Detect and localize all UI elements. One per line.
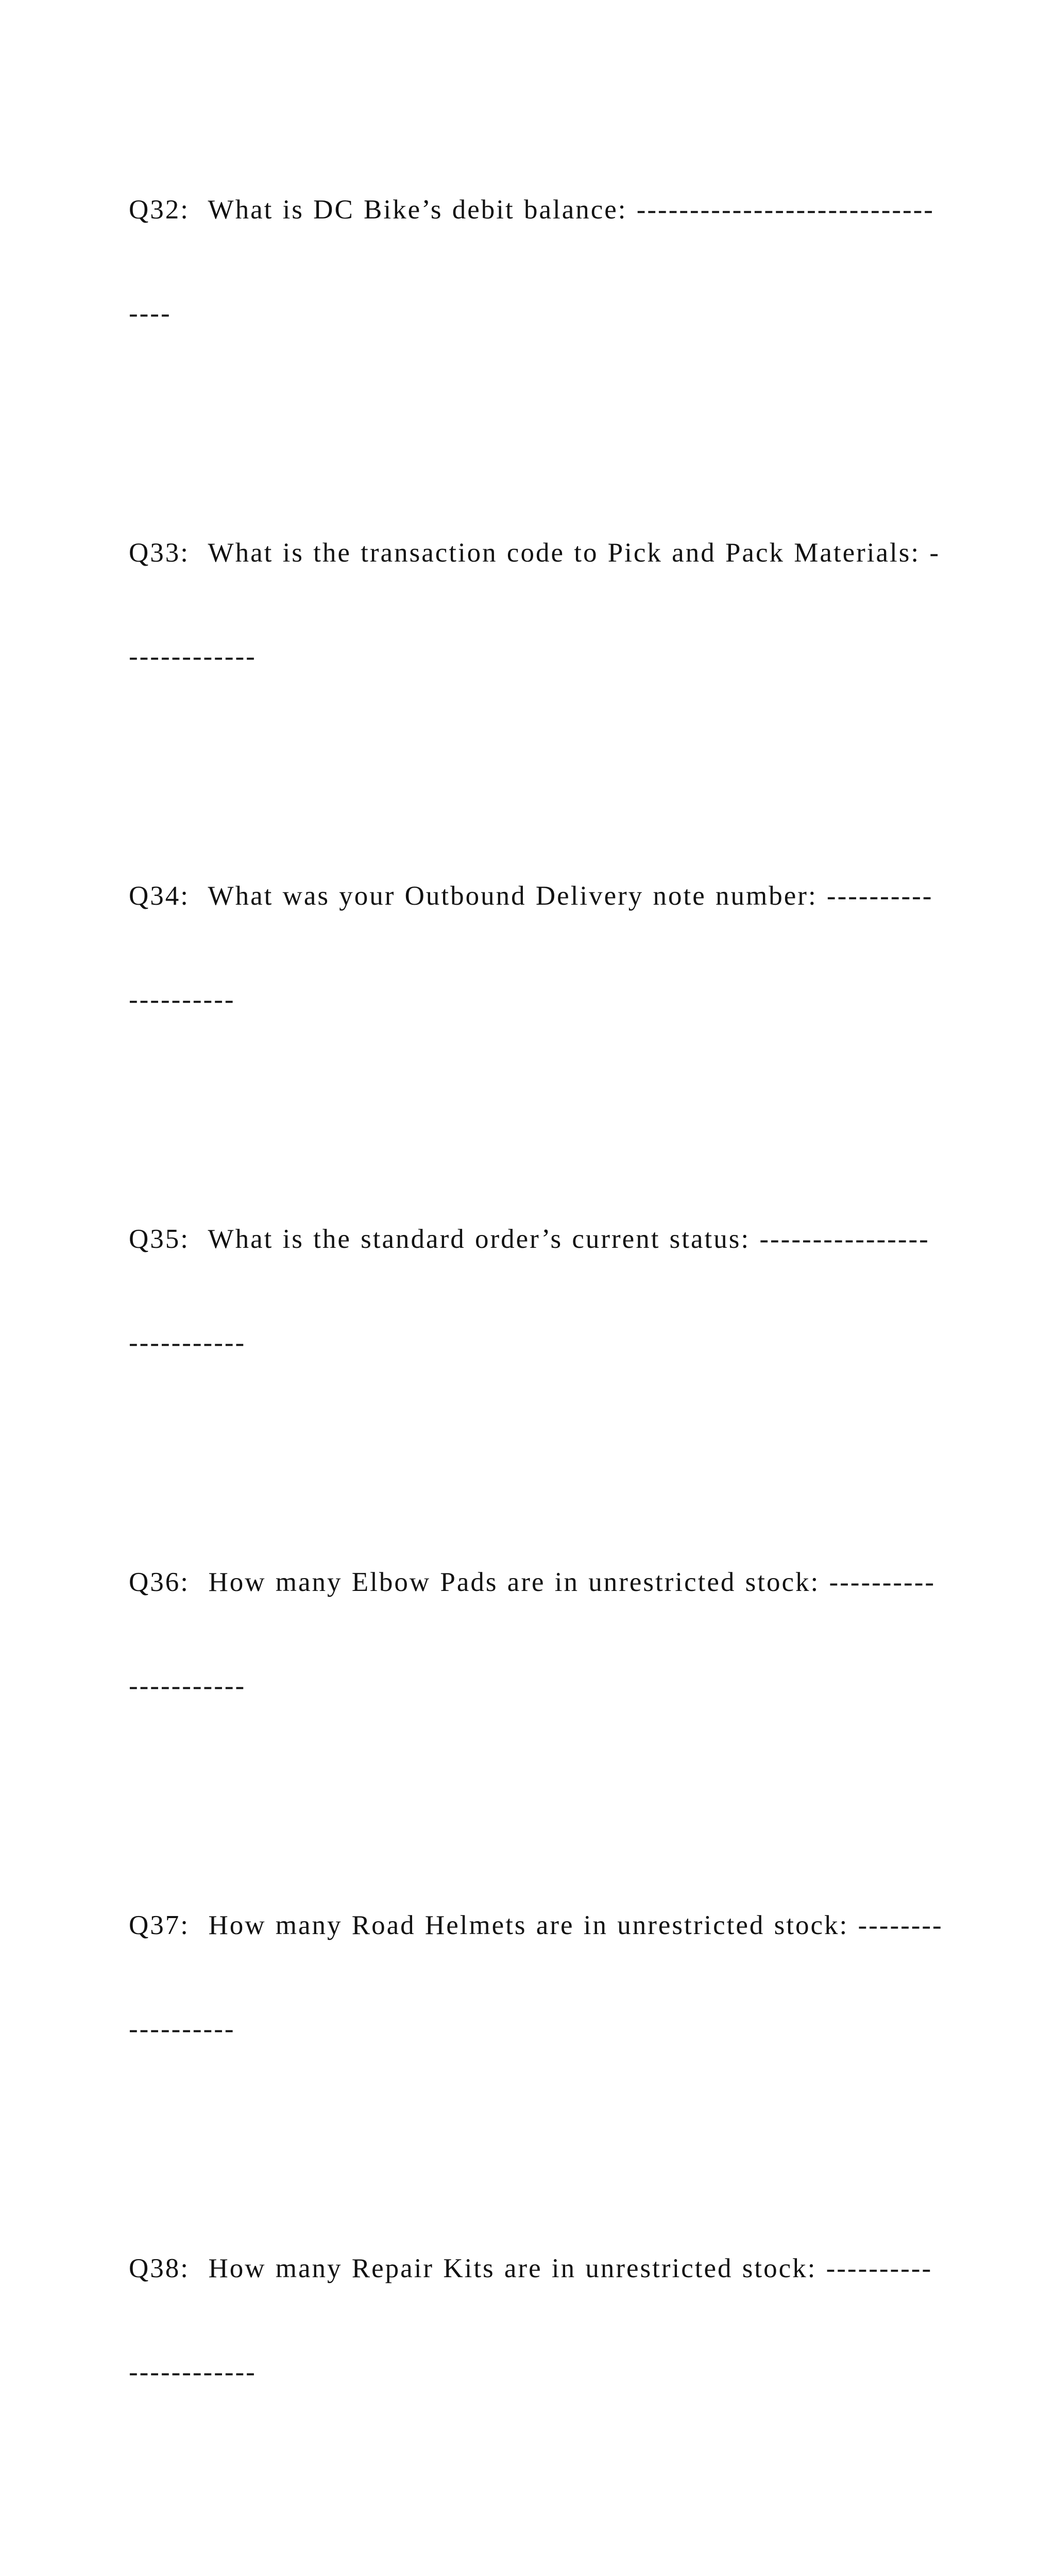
answer-line: ------------ — [129, 641, 257, 671]
question-text: Q34: What was your Outbound Delivery note number: ---------- — [129, 881, 933, 911]
question-text: Q37: How many Road Helmets are in unrestricted stock: -------- — [129, 1910, 943, 1940]
question-q36 — [129, 1496, 943, 1772]
question-q37 — [129, 1839, 943, 2115]
question-text: Q36: How many Elbow Pads are in unrestricted stock: ---------- — [129, 1567, 935, 1597]
question-q34 — [129, 810, 943, 1086]
answer-line: ----------- — [129, 1671, 246, 1701]
answer-line: ---------- — [129, 2014, 235, 2044]
answer-line: ------------ — [129, 2357, 257, 2387]
question-q33 — [129, 467, 943, 743]
question-text: Q32: What is DC Bike’s debit balance: ---------------------------- — [129, 195, 934, 225]
answer-line: ----------- — [129, 1328, 246, 1358]
question-q32 — [129, 124, 943, 400]
answer-line: ---------- — [129, 985, 235, 1014]
question-q35 — [129, 1153, 943, 1429]
question-q39 — [129, 2526, 943, 2576]
question-q38 — [129, 2182, 943, 2459]
question-text: Q35: What is the standard order’s current status: ---------------- — [129, 1224, 930, 1254]
question-text: Q38: How many Repair Kits are in unrestricted stock: ---------- — [129, 2253, 933, 2283]
question-text: Q33: What is the transaction code to Pick and Pack Materials: - — [129, 538, 941, 568]
answer-line: ---- — [129, 298, 172, 328]
question-list — [129, 124, 943, 2576]
